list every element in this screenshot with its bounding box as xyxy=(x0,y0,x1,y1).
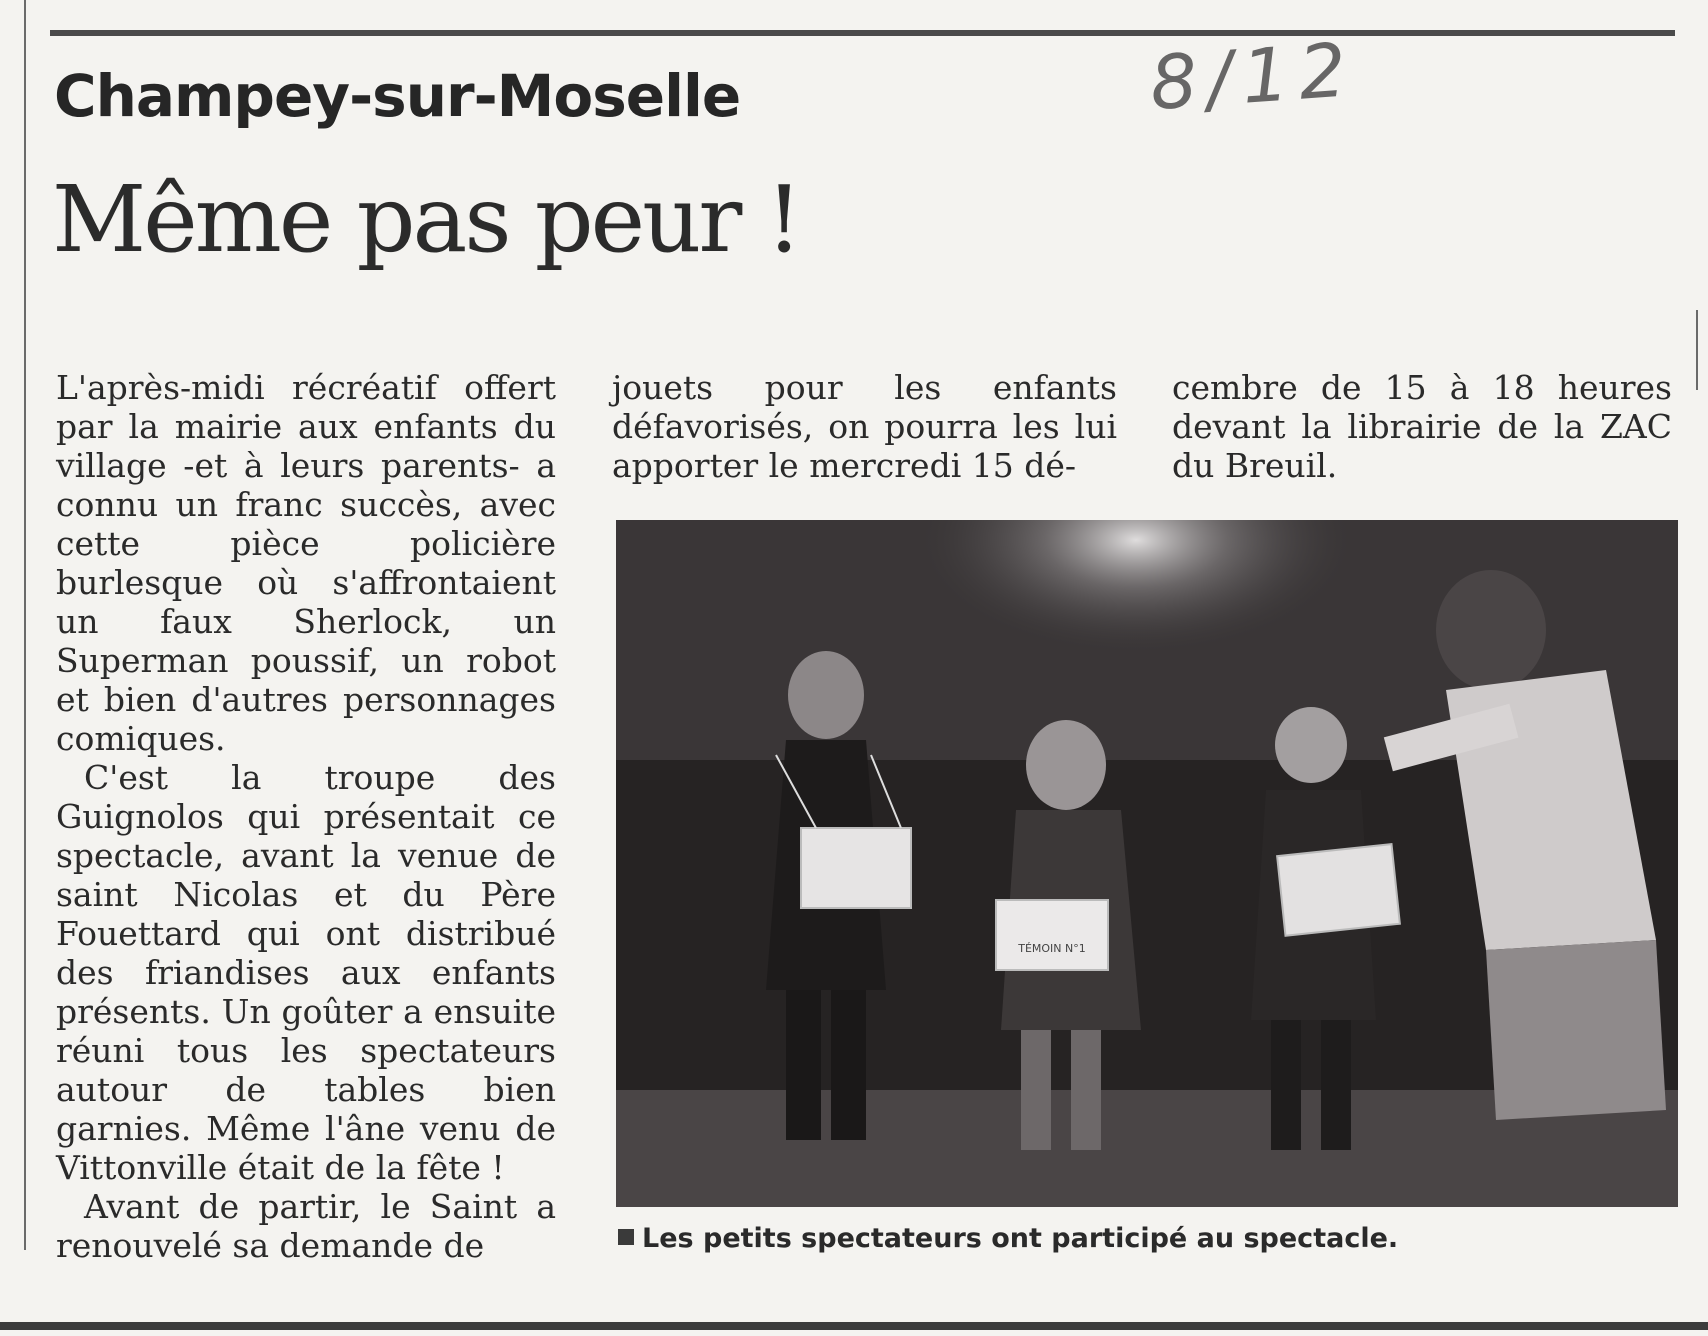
handwritten-date: 8/12 xyxy=(1147,26,1359,128)
column-2-text: jouets pour les enfants défavorisés, on pourra les lui apporter le mercredi 15 dé- xyxy=(612,368,1117,485)
paragraph-2: C'est la troupe des Guignolos qui présentait ce spectacle, avant la venue de saint Nicolas et du Père Fouettard qui ont distribué des friandises aux enfants présents. Un goûter a ensuite réuni tous les spectateurs autour de tables bien garnies. Même l'âne venu de Vittonville était de la fête ! xyxy=(56,758,556,1187)
article-column-1 xyxy=(56,368,556,1265)
article-column-3 xyxy=(1172,368,1672,485)
bottom-rule xyxy=(0,1322,1708,1330)
article-photo xyxy=(616,520,1678,1207)
location-kicker: Champey-sur-Moselle xyxy=(54,62,741,130)
column-3-text: cembre de 15 à 18 heures devant la librairie de la ZAC du Breuil. xyxy=(1172,368,1672,485)
article-headline: Même pas peur ! xyxy=(52,166,800,273)
right-edge-rule xyxy=(1696,310,1698,390)
article-column-2 xyxy=(612,368,1117,485)
caption-square-icon xyxy=(618,1229,634,1245)
photo-illustration xyxy=(616,520,1678,1207)
paragraph-1: L'après-midi récréatif offert par la mairie aux enfants du village -et à leurs parents- a connu un franc succès, avec cette pièce policière burlesque où s'affrontaient un faux Sherlock, un Superman poussif, un robot et bien d'autres personnages comiques. xyxy=(56,368,556,758)
paragraph-3: Avant de partir, le Saint a renouvelé sa demande de xyxy=(56,1187,556,1265)
photo-caption-text: Les petits spectateurs ont participé au spectacle. xyxy=(642,1223,1399,1254)
photo-caption xyxy=(618,1223,1398,1254)
left-column-rule xyxy=(24,0,26,1250)
top-rule xyxy=(50,30,1675,36)
witness-sign-text: TÉMOIN N°1 xyxy=(1018,942,1086,955)
